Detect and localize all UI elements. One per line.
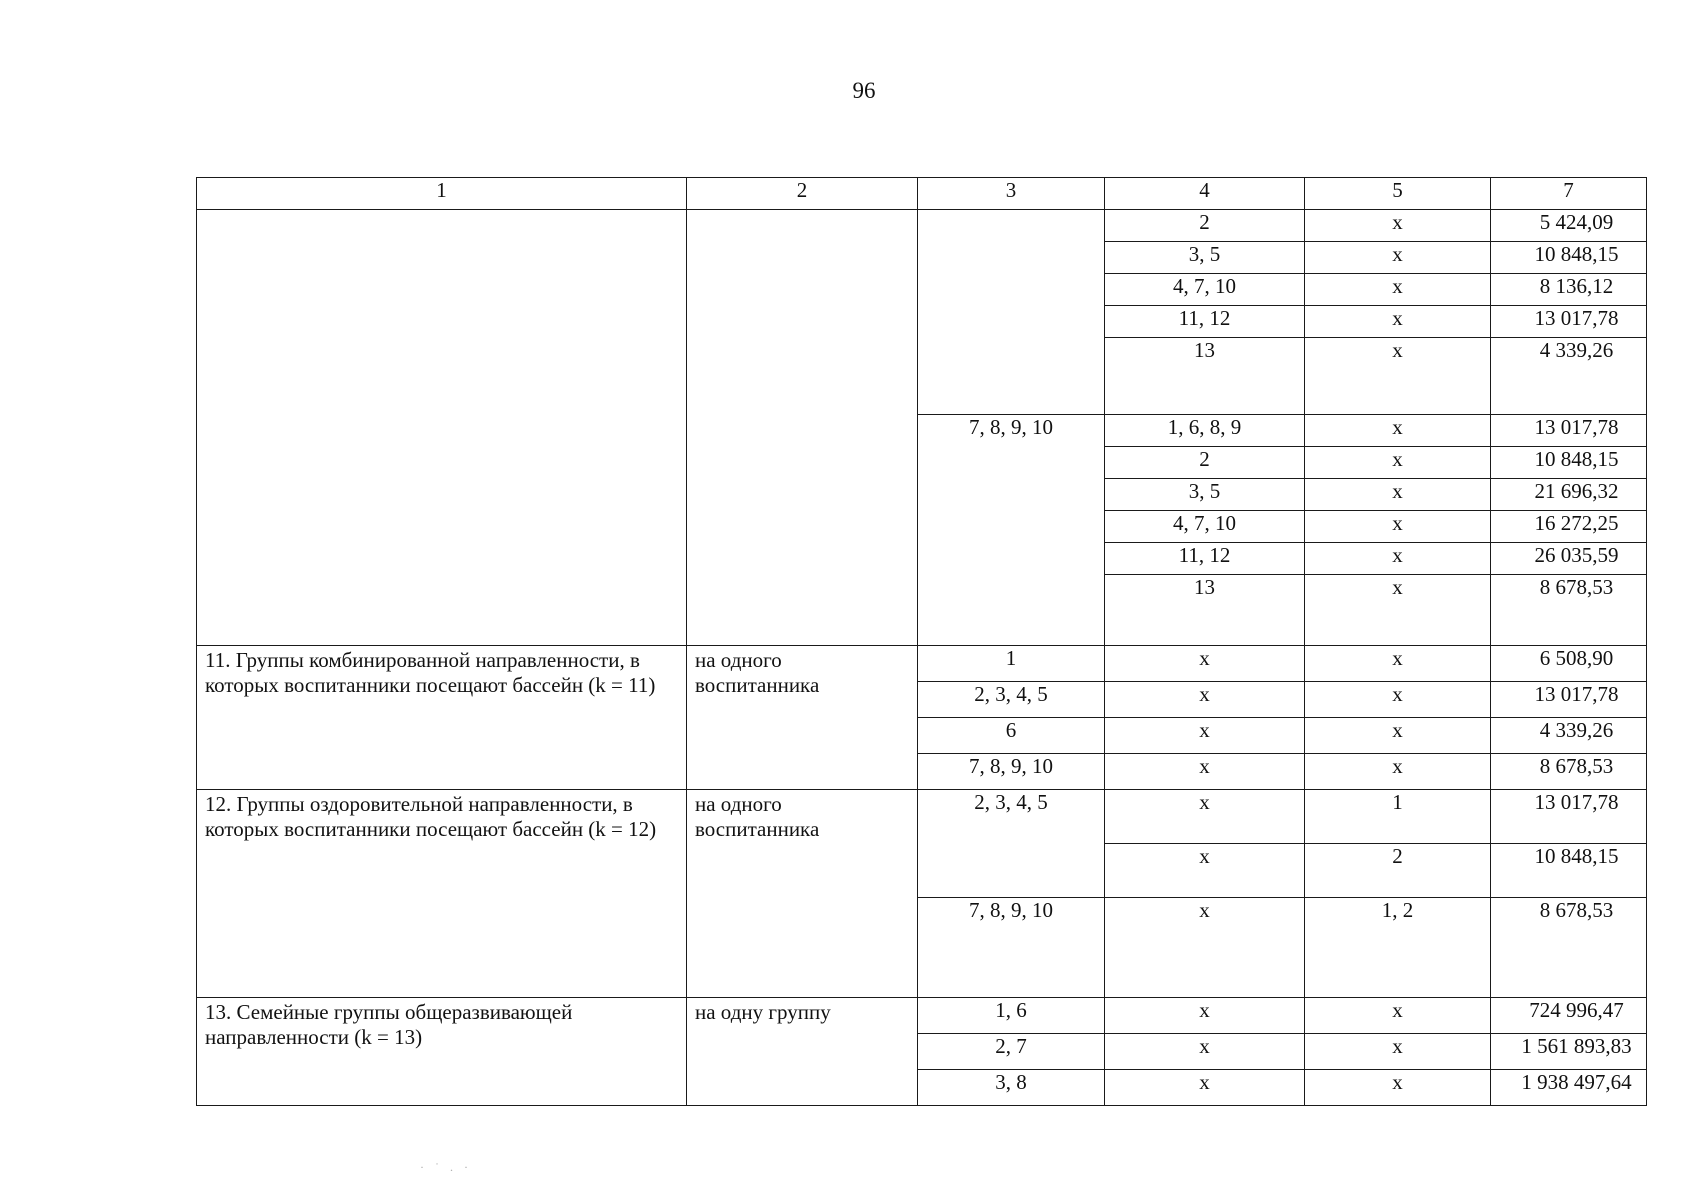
table-cell: х: [1105, 718, 1305, 754]
table-cell: х: [1305, 754, 1491, 790]
col-header-3: 3: [918, 178, 1105, 210]
table-cell: 2: [1105, 210, 1305, 242]
group-11-unit: на одного воспитанника: [687, 646, 918, 790]
table-cell: х: [1305, 210, 1491, 242]
value-cell: 8 678,53: [1491, 575, 1647, 646]
continued-group-cell: [197, 210, 687, 646]
table-row: [197, 646, 1647, 682]
table-cell: 2, 7: [918, 1034, 1105, 1070]
table-cell: х: [1305, 306, 1491, 338]
table-cell: 1, 6, 8, 9: [1105, 415, 1305, 447]
age-group-cell: 2, 3, 4, 5: [918, 790, 1105, 898]
group-13-unit: на одну группу: [687, 998, 918, 1106]
value-cell: 8 678,53: [1491, 754, 1647, 790]
table-cell: х: [1105, 646, 1305, 682]
group-12-title: 12. Группы оздоровительной направленности, в которых воспитанники посещают бассейн (k = 12): [197, 790, 687, 998]
table-cell: 11, 12: [1105, 543, 1305, 575]
value-cell: 1 561 893,83: [1491, 1034, 1647, 1070]
col-header-7: 7: [1491, 178, 1647, 210]
table-cell: 4, 7, 10: [1105, 274, 1305, 306]
table-cell: х: [1305, 718, 1491, 754]
group-13-title: 13. Семейные группы общеразвивающей направленности (k = 13): [197, 998, 687, 1106]
table-cell: х: [1105, 898, 1305, 998]
age-group-cell: 7, 8, 9, 10: [918, 898, 1105, 998]
scan-artifact: · ˙ . ·: [420, 1160, 472, 1174]
table-cell: 1, 6: [918, 998, 1105, 1034]
col-header-1: 1: [197, 178, 687, 210]
table-cell: х: [1305, 646, 1491, 682]
table-cell: 3, 5: [1105, 479, 1305, 511]
value-cell: 13 017,78: [1491, 790, 1647, 844]
value-cell: 21 696,32: [1491, 479, 1647, 511]
table-cell: 2: [1105, 447, 1305, 479]
value-cell: 13 017,78: [1491, 415, 1647, 447]
continued-age-cell: [918, 210, 1105, 415]
table-cell: х: [1105, 754, 1305, 790]
table-cell: х: [1305, 479, 1491, 511]
table-cell: 13: [1105, 338, 1305, 415]
table-cell: 1: [1305, 790, 1491, 844]
tariff-table: [196, 177, 1647, 1106]
table-cell: х: [1305, 682, 1491, 718]
table-cell: х: [1105, 1034, 1305, 1070]
table-cell: х: [1305, 242, 1491, 274]
table-cell: х: [1305, 998, 1491, 1034]
value-cell: 724 996,47: [1491, 998, 1647, 1034]
value-cell: 10 848,15: [1491, 242, 1647, 274]
table-cell: х: [1305, 575, 1491, 646]
table-cell: х: [1105, 682, 1305, 718]
value-cell: 8 136,12: [1491, 274, 1647, 306]
table-cell: х: [1105, 998, 1305, 1034]
age-group-cell: 7, 8, 9, 10: [918, 415, 1105, 646]
table-cell: 1, 2: [1305, 898, 1491, 998]
value-cell: 16 272,25: [1491, 511, 1647, 543]
table-row: [197, 210, 1647, 242]
value-cell: 10 848,15: [1491, 447, 1647, 479]
table-cell: х: [1305, 415, 1491, 447]
table-cell: х: [1305, 543, 1491, 575]
value-cell: 10 848,15: [1491, 844, 1647, 898]
value-cell: 13 017,78: [1491, 306, 1647, 338]
value-cell: 13 017,78: [1491, 682, 1647, 718]
value-cell: 4 339,26: [1491, 718, 1647, 754]
col-header-2: 2: [687, 178, 918, 210]
table-cell: 2, 3, 4, 5: [918, 682, 1105, 718]
value-cell: 4 339,26: [1491, 338, 1647, 415]
table-cell: 3, 8: [918, 1070, 1105, 1106]
table-cell: 13: [1105, 575, 1305, 646]
table-cell: х: [1105, 1070, 1305, 1106]
table-cell: 3, 5: [1105, 242, 1305, 274]
value-cell: 6 508,90: [1491, 646, 1647, 682]
table-cell: х: [1305, 274, 1491, 306]
value-cell: 5 424,09: [1491, 210, 1647, 242]
group-12-unit: на одного воспитанника: [687, 790, 918, 998]
value-cell: 8 678,53: [1491, 898, 1647, 998]
table-cell: 2: [1305, 844, 1491, 898]
table-cell: х: [1305, 1034, 1491, 1070]
table-cell: х: [1305, 338, 1491, 415]
table-cell: 6: [918, 718, 1105, 754]
table-cell: 11, 12: [1105, 306, 1305, 338]
table-cell: х: [1305, 511, 1491, 543]
table-cell: 7, 8, 9, 10: [918, 754, 1105, 790]
table-cell: х: [1105, 844, 1305, 898]
value-cell: 26 035,59: [1491, 543, 1647, 575]
table-row: [197, 998, 1647, 1034]
continued-unit-cell: [687, 210, 918, 646]
table-cell: х: [1305, 447, 1491, 479]
column-number-row: [197, 178, 1647, 210]
table-cell: х: [1105, 790, 1305, 844]
col-header-4: 4: [1105, 178, 1305, 210]
page-number: 96: [852, 78, 876, 103]
value-cell: 1 938 497,64: [1491, 1070, 1647, 1106]
table-cell: х: [1305, 1070, 1491, 1106]
table-row: [197, 790, 1647, 844]
group-11-title: 11. Группы комбинированной направленности, в которых воспитанники посещают бассейн (k = 11): [197, 646, 687, 790]
table-cell: 1: [918, 646, 1105, 682]
table-cell: 4, 7, 10: [1105, 511, 1305, 543]
col-header-5: 5: [1305, 178, 1491, 210]
